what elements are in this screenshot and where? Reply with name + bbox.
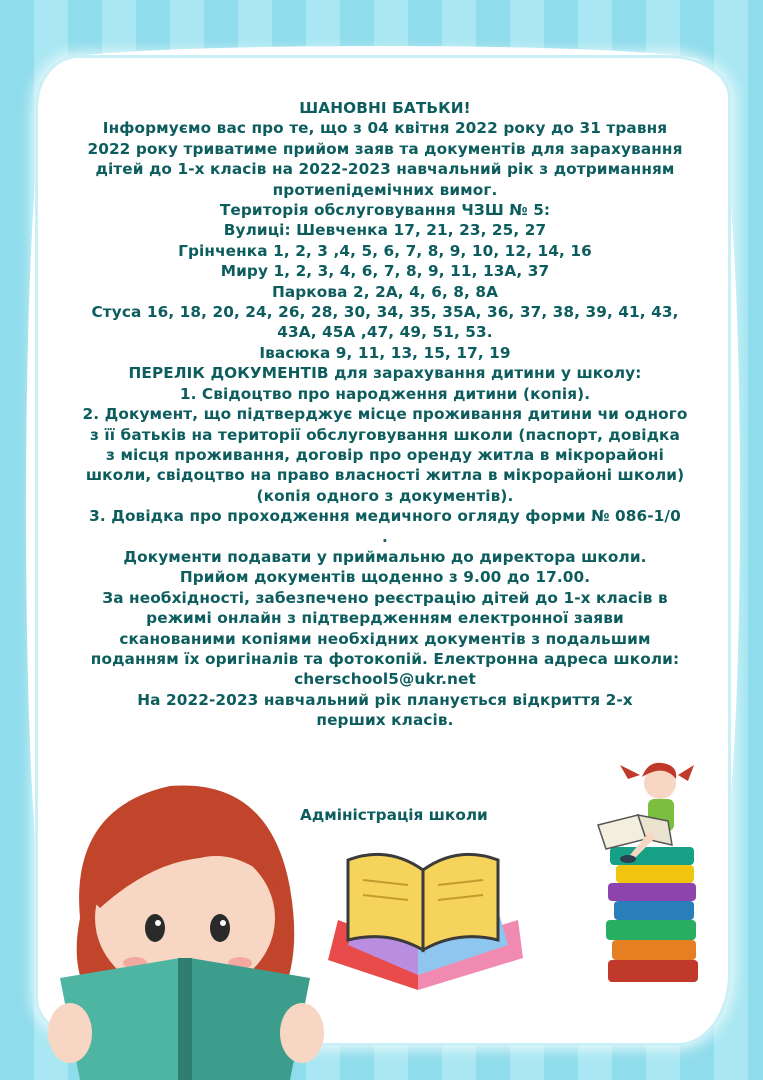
submission-line: За необхідності, забезпечено реєстрацію дітей до 1-х класів в	[102, 588, 668, 607]
document-line: 2. Документ, що підтверджує місце проживання дитини чи одного	[82, 405, 688, 424]
street-line: Вулиці: Шевченка 17, 21, 23, 25, 27	[223, 221, 547, 240]
submission-line: перших класів.	[316, 711, 454, 730]
street-line: 43А, 45А ,47, 49, 51, 53.	[277, 323, 493, 342]
intro-line: Інформуємо вас про те, що з 04 квітня 2022 року до 31 травня	[102, 119, 668, 138]
document-line: .	[382, 527, 388, 546]
territory-heading: Територія обслуговування ЧЗШ № 5:	[219, 201, 551, 220]
document-line: з місця проживання, договір про оренду житла в мікрорайоні	[106, 445, 664, 464]
submission-line: поданням їх оригіналів та фотокопій. Електронна адреса школи:	[90, 649, 680, 668]
submission-line: Прийом документів щоденно з 9.00 до 17.00.	[179, 568, 591, 587]
submission-line: Документи подавати у приймальню до директора школи.	[123, 547, 647, 566]
document-line: 1. Свідоцтво про народження дитини (копія).	[179, 384, 591, 403]
intro-line: 2022 року триватиме прийом заяв та документів для зарахування	[87, 139, 683, 158]
document-line: школи, свідоцтво на право власності житла в мікрорайоні школи)	[85, 466, 685, 485]
documents-heading: ПЕРЕЛІК ДОКУМЕНТІВ для зарахування дитини у школу:	[128, 364, 642, 383]
girl-on-book-stack-illustration	[590, 755, 705, 995]
intro-line: дітей до 1-х класів на 2022-2023 навчальний рік з дотриманням	[95, 160, 675, 179]
street-line: Паркова 2, 2А, 4, 6, 8, 8А	[271, 282, 499, 301]
announcement-title: ШАНОВНІ БАТЬКИ!	[299, 99, 471, 117]
school-email: cherschool5@ukr.net	[294, 670, 476, 689]
street-line: Миру 1, 2, 3, 4, 6, 7, 8, 9, 11, 13А, 37	[220, 262, 550, 281]
document-line: з її батьків на території обслуговування школи (паспорт, довідка	[90, 425, 680, 444]
street-line: Грінченка 1, 2, 3 ,4, 5, 6, 7, 8, 9, 10, 12, 14, 16	[178, 241, 592, 260]
document-line: 3. Довідка про проходження медичного огляду форми № 086-1/0	[89, 507, 681, 526]
girl-reading-book-illustration	[40, 768, 340, 1080]
submission-line: сканованими копіями необхідних документів з подальшим	[119, 629, 651, 648]
announcement-text	[60, 98, 710, 731]
open-books-illustration	[318, 840, 528, 990]
submission-line: На 2022-2023 навчальний рік планується відкриття 2-х	[137, 690, 633, 709]
intro-line: протиепідемічних вимог.	[272, 180, 498, 199]
document-line: (копія одного з документів).	[256, 486, 514, 505]
street-line: Івасюка 9, 11, 13, 15, 17, 19	[259, 343, 511, 362]
street-line: Стуса 16, 18, 20, 24, 26, 28, 30, 34, 35, 35А, 36, 37, 38, 39, 41, 43,	[91, 303, 679, 322]
submission-line: режимі онлайн з підтвердженням електронної заяви	[146, 609, 624, 628]
signature: Адміністрація школи	[300, 806, 488, 824]
